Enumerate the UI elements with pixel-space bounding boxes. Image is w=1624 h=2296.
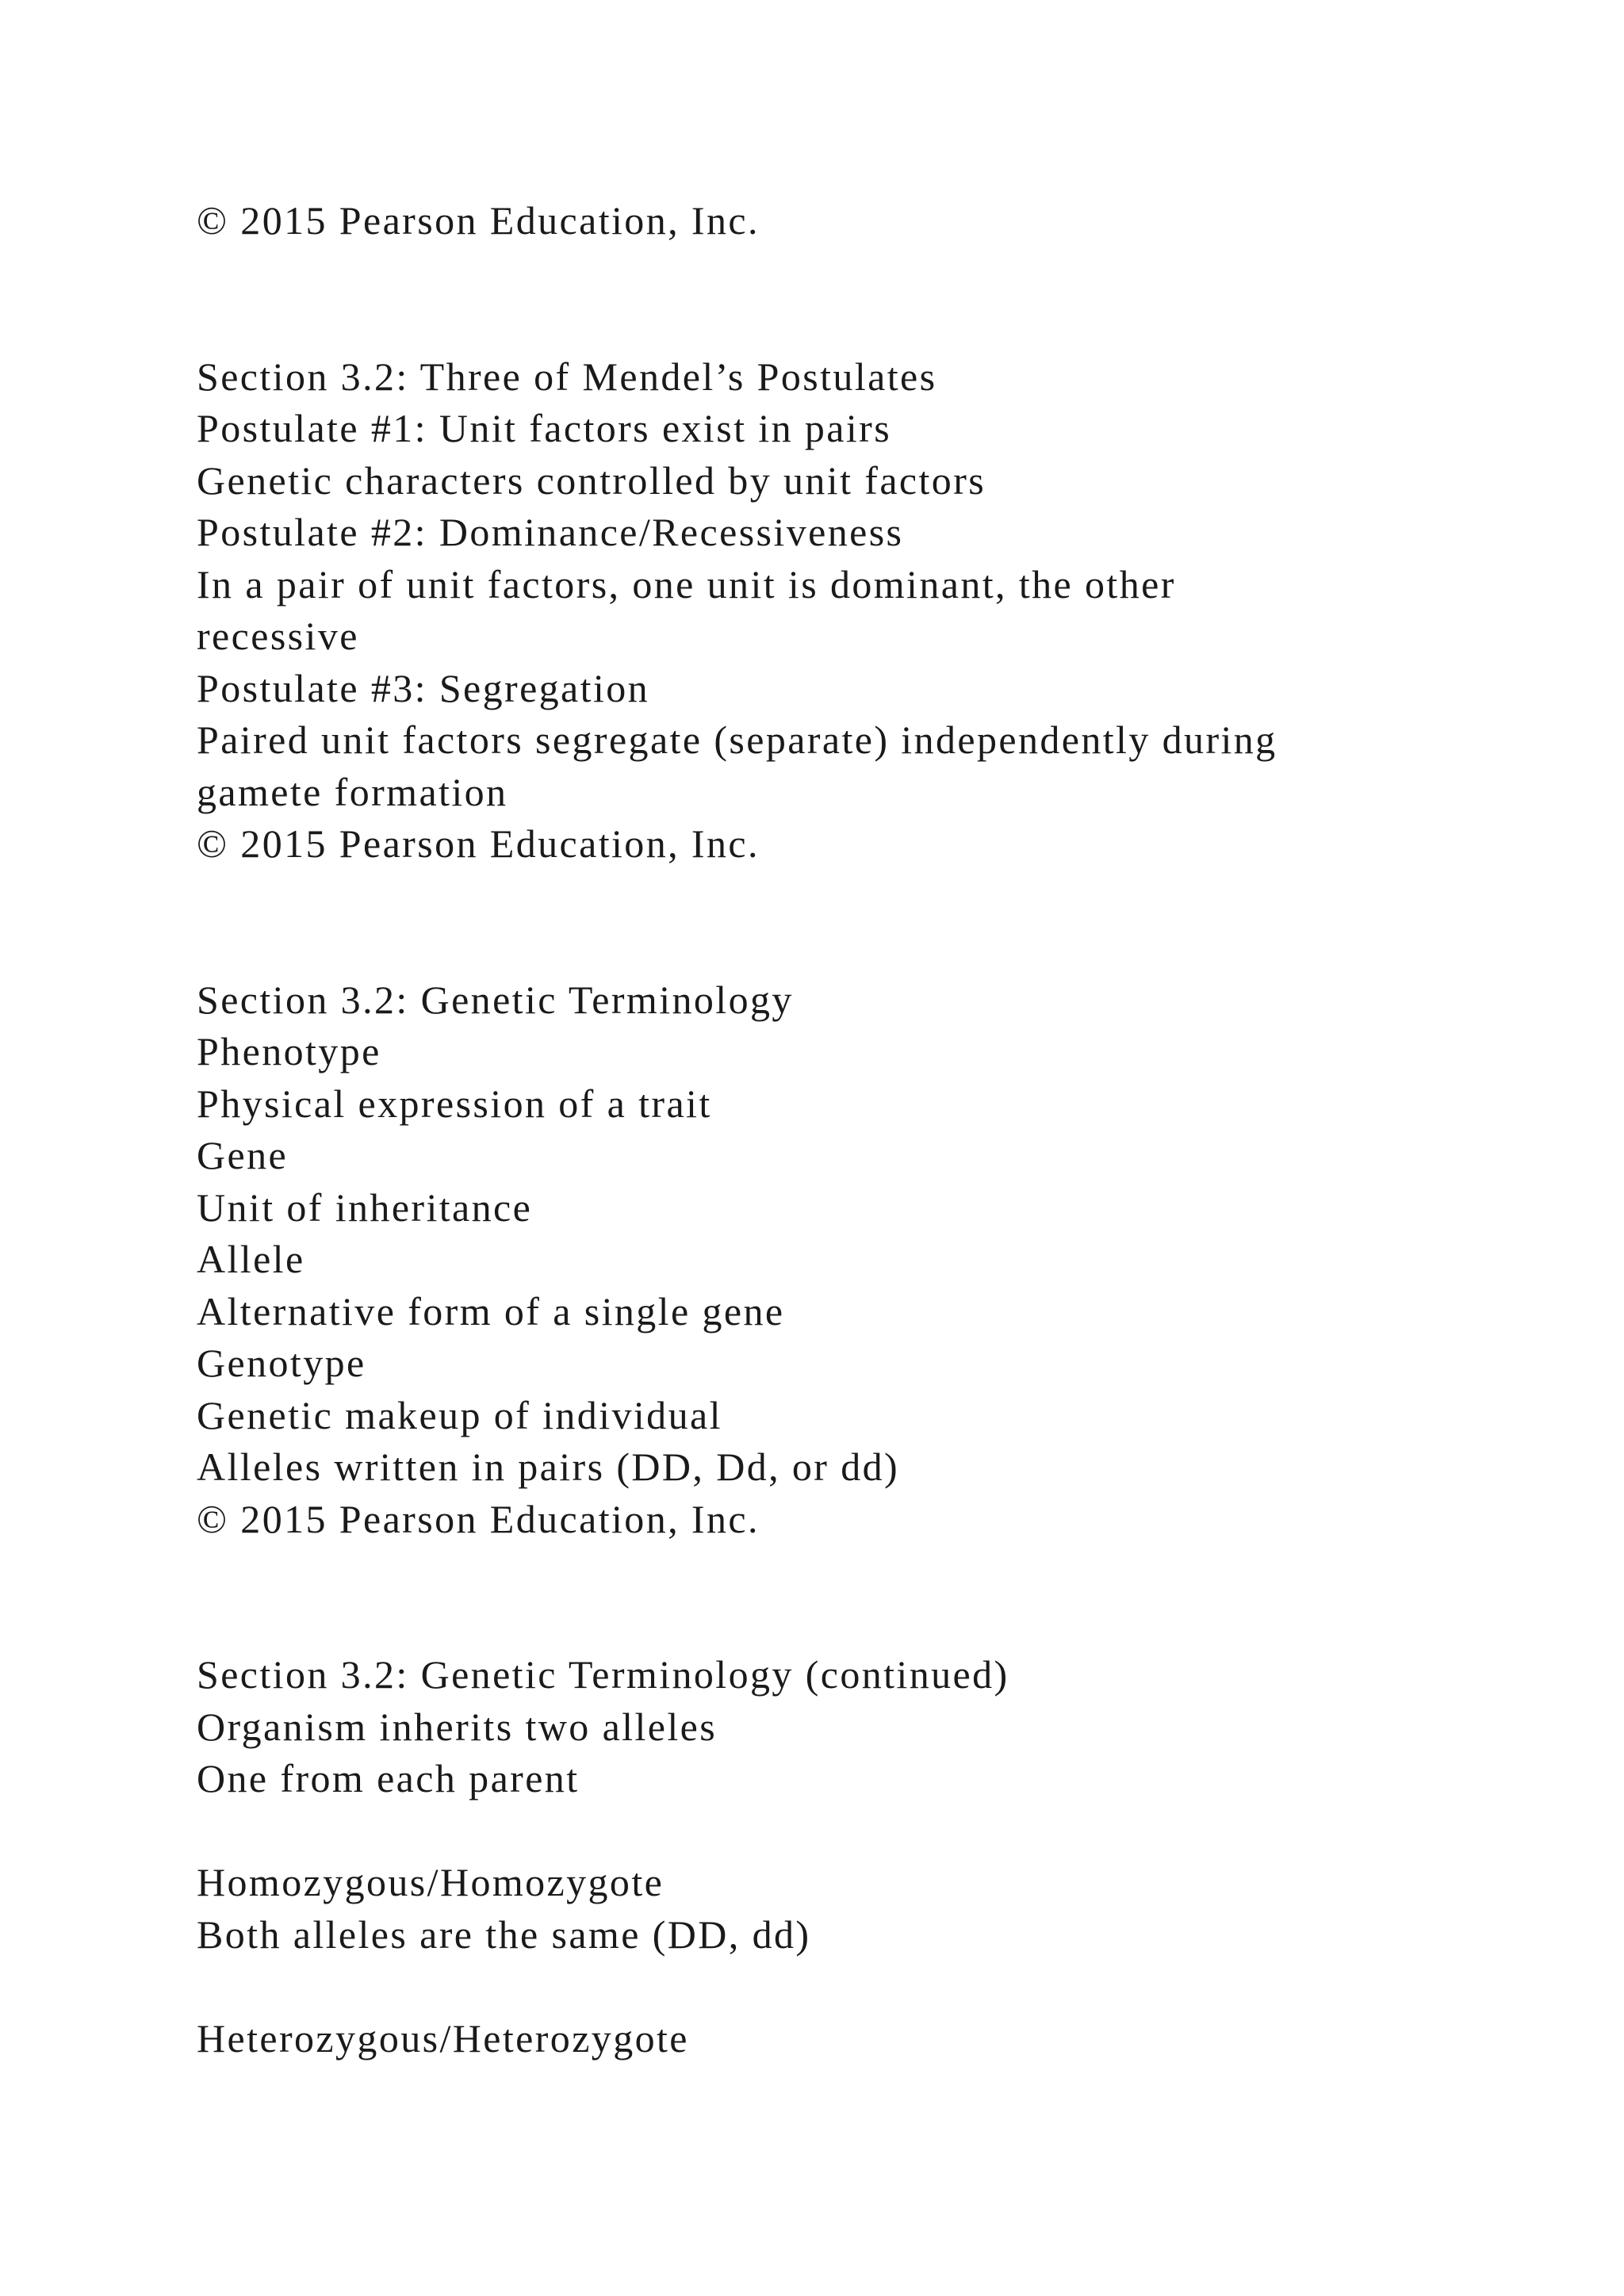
- text-line: Postulate #3: Segregation: [197, 665, 650, 710]
- copyright-notice: © 2015 Pearson Education, Inc.: [197, 1496, 760, 1541]
- paragraph-spacer: [197, 1961, 1545, 2013]
- text-line: Phenotype: [197, 1029, 381, 1073]
- paragraph-spacer: [197, 247, 1545, 351]
- text-line: Genotype: [197, 1341, 366, 1385]
- text-line: Alternative form of a single gene: [197, 1288, 785, 1334]
- text-line: Both alleles are the same (DD, dd): [197, 1911, 811, 1957]
- text-line: Gene: [197, 1133, 289, 1177]
- paragraph-spacer: [197, 1805, 1545, 1858]
- section-title-terminology: Section 3.2: Genetic Terminology: [197, 977, 794, 1022]
- section-title-terminology-continued: Section 3.2: Genetic Terminology (continued): [197, 1652, 1009, 1697]
- text-line: Heterozygous/Heterozygote: [197, 2015, 689, 2061]
- text-line: Organism inherits two alleles: [197, 1704, 718, 1749]
- document-body: [197, 195, 1545, 2064]
- text-line: Unit of inheritance: [197, 1184, 533, 1230]
- text-line: Postulate #2: Dominance/Recessiveness: [197, 510, 904, 554]
- text-line: One from each parent: [197, 1756, 580, 1800]
- text-line: Genetic makeup of individual: [197, 1392, 722, 1437]
- text-line: recessive: [197, 614, 359, 658]
- text-line: Allele: [197, 1237, 305, 1281]
- copyright-notice: © 2015 Pearson Education, Inc.: [197, 821, 760, 866]
- text-line: Postulate #1: Unit factors exist in pairs: [197, 406, 892, 450]
- text-line: Homozygous/Homozygote: [197, 1860, 665, 1904]
- text-line: gamete formation: [197, 769, 508, 814]
- text-line: Physical expression of a trait: [197, 1081, 712, 1126]
- paragraph-spacer: [197, 871, 1545, 974]
- text-line: In a pair of unit factors, one unit is dominant, the other: [197, 561, 1176, 607]
- paragraph-spacer: [197, 1545, 1545, 1649]
- copyright-notice: © 2015 Pearson Education, Inc.: [197, 198, 760, 243]
- section-title-postulates: Section 3.2: Three of Mendel’s Postulates: [197, 354, 937, 399]
- text-line: Paired unit factors segregate (separate) independently during: [197, 718, 1277, 762]
- text-line: Alleles written in pairs (DD, Dd, or dd): [197, 1445, 900, 1489]
- text-line: Genetic characters controlled by unit factors: [197, 457, 986, 503]
